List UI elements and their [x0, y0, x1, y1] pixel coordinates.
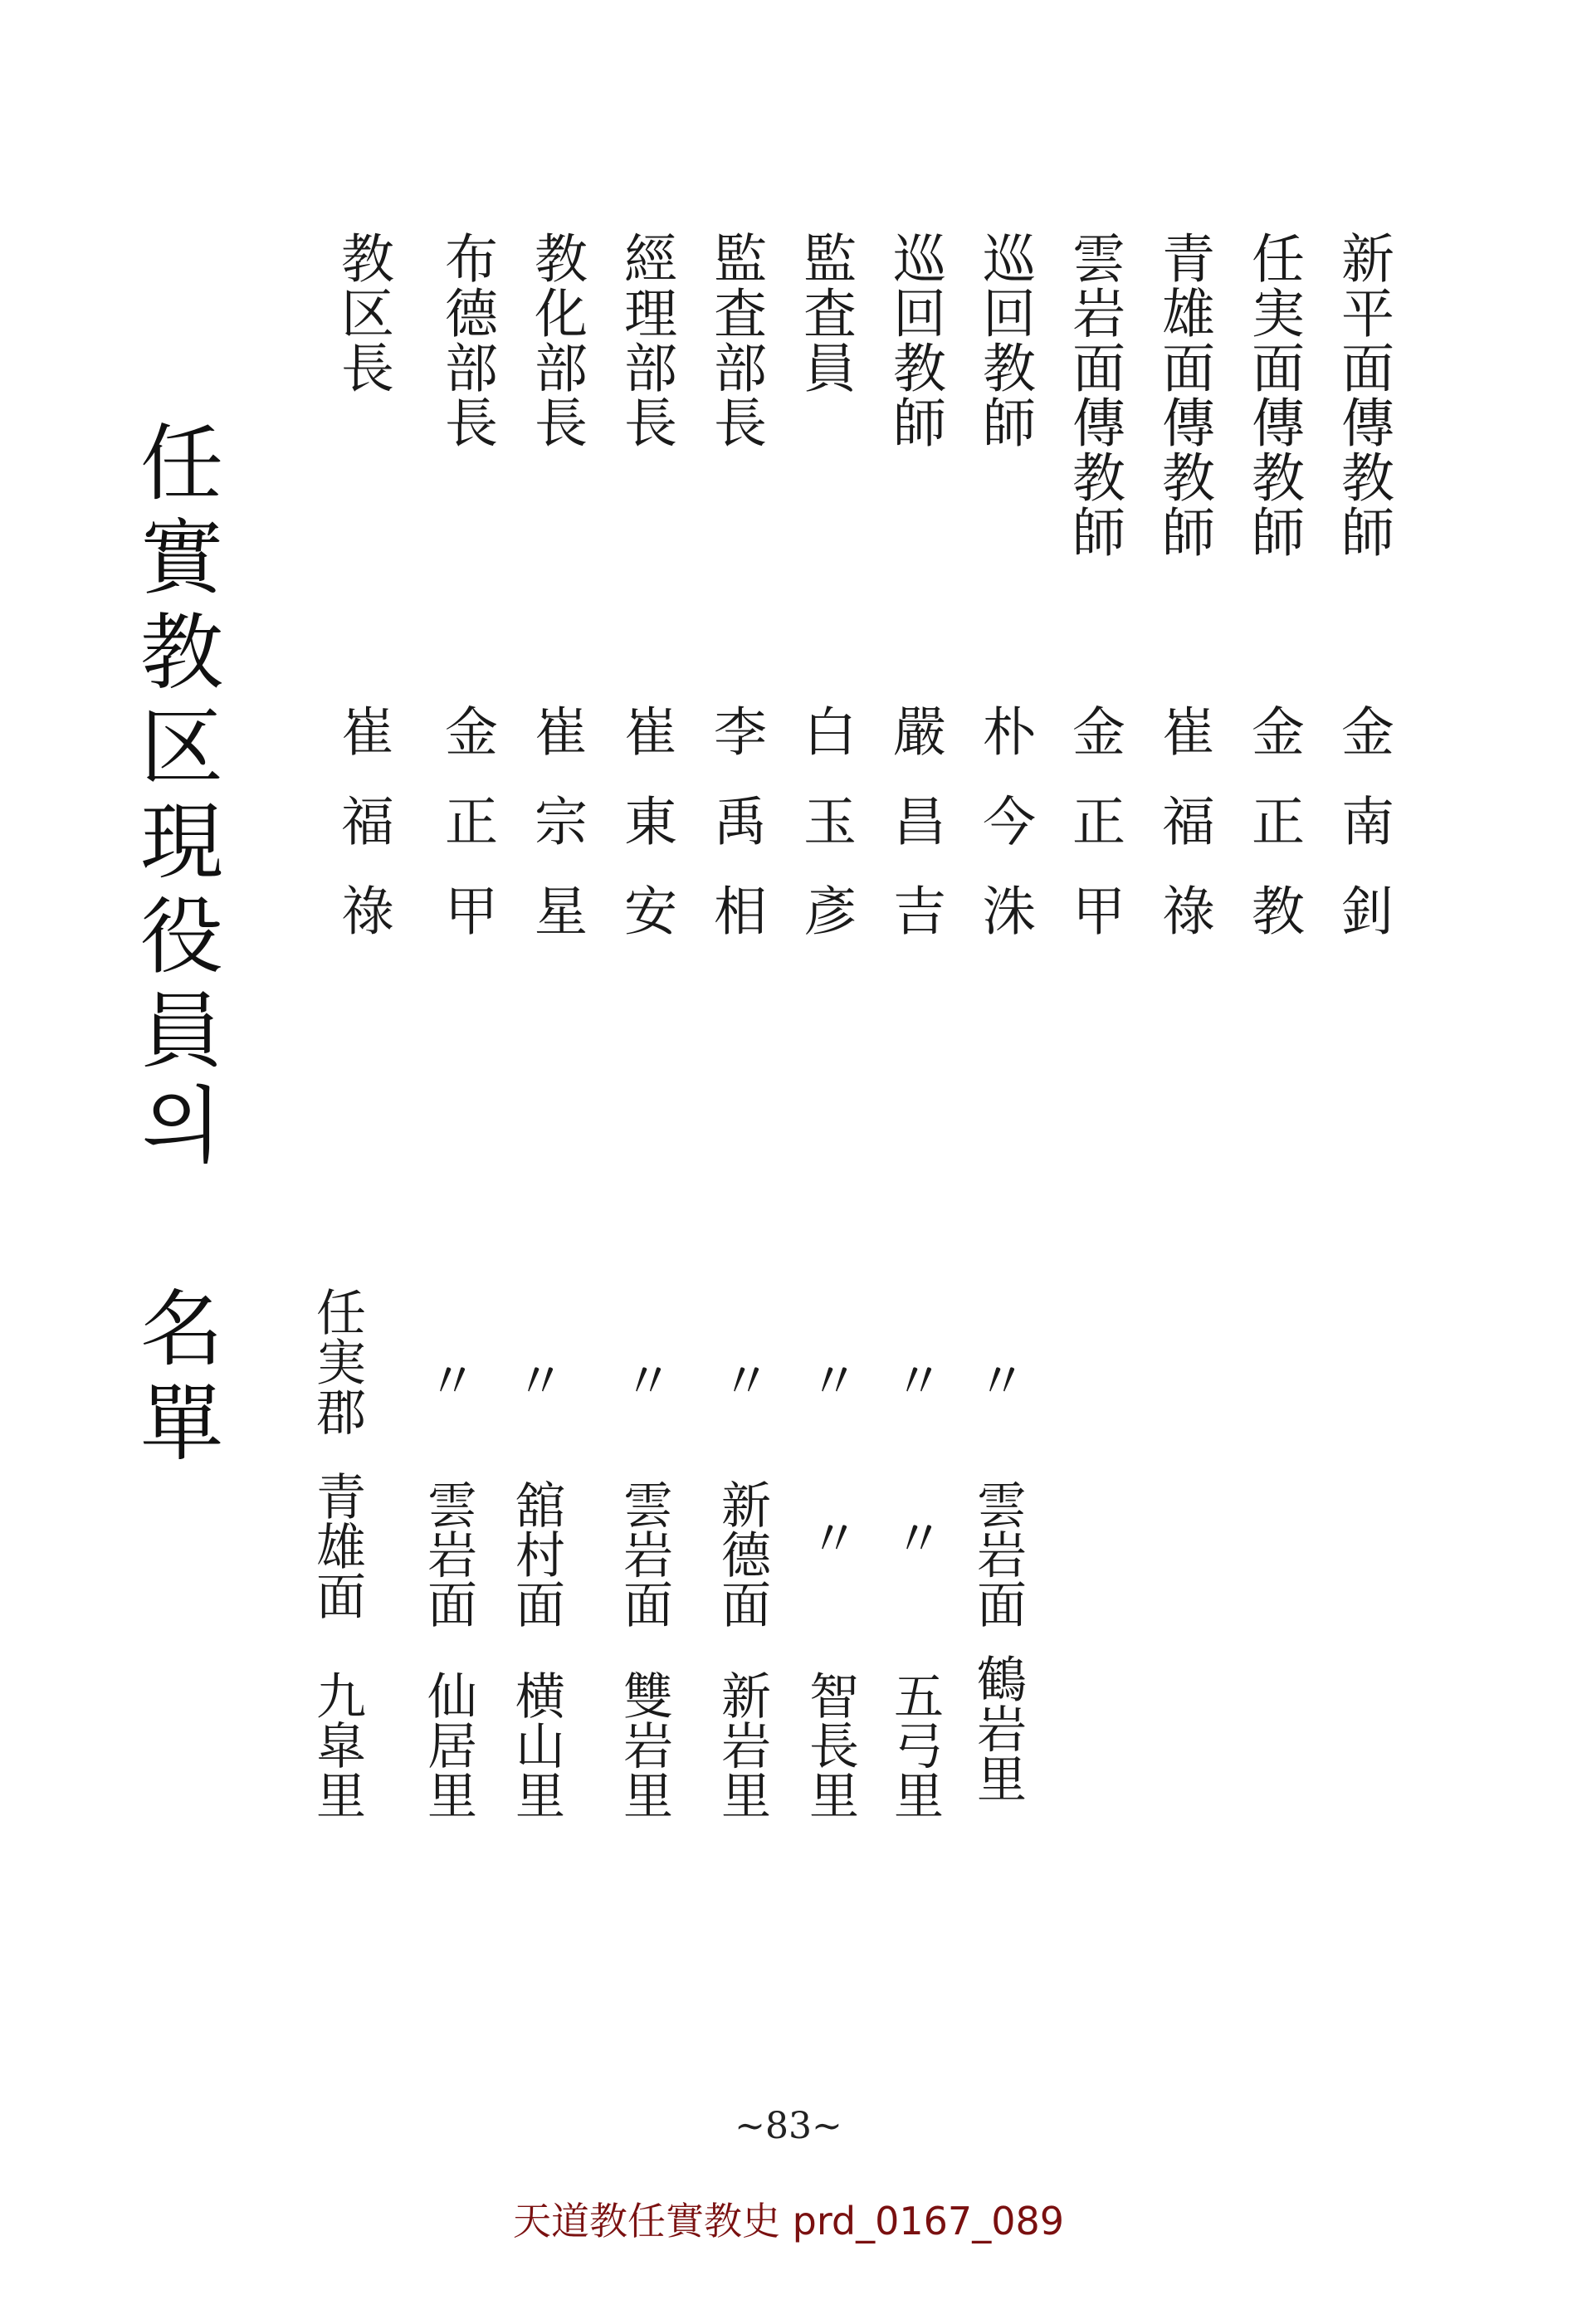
- officer-role: 巡回教師: [974, 231, 1035, 450]
- address-myeon: 舘村面: [507, 1479, 565, 1628]
- address-county: 〃: [801, 1355, 859, 1404]
- officer-role: 監査部長: [705, 231, 766, 450]
- officer-name: 金正教: [1243, 704, 1304, 973]
- address-county: 〃: [419, 1355, 477, 1404]
- address-ri: 五弓里: [886, 1670, 944, 1819]
- page-number: ~83~: [735, 2105, 842, 2147]
- officer-name: 崔東安: [615, 704, 676, 973]
- address-county: 〃: [713, 1355, 771, 1404]
- address-ri: 仙居里: [419, 1670, 477, 1819]
- address-ri: 智長里: [801, 1670, 859, 1819]
- address-county: 〃: [615, 1355, 673, 1404]
- officer-name: 嚴昌吉: [884, 704, 945, 973]
- officer-role: 教化部長: [525, 231, 587, 450]
- address-myeon: 〃: [801, 1512, 859, 1562]
- address-myeon: 〃: [886, 1512, 944, 1562]
- address-myeon: 青雄面: [308, 1471, 366, 1620]
- officer-name: 金正甲: [436, 704, 497, 973]
- document-caption: 天道教任實教史 prd_0167_089: [513, 2199, 1064, 2243]
- officer-name: 崔福祿: [332, 704, 393, 973]
- officer-role: 經理部長: [615, 231, 676, 450]
- address-myeon: 雲岩面: [419, 1479, 477, 1628]
- address-county: 〃: [886, 1355, 944, 1404]
- officer-name: 金南釗: [1332, 704, 1394, 973]
- officer-role: 新平面傳教師: [1332, 231, 1394, 559]
- address-ri: 鶴岩里: [969, 1653, 1027, 1803]
- officer-role: 青雄面傳教師: [1153, 231, 1214, 559]
- officer-name: 朴今洙: [974, 704, 1035, 973]
- officer-role: 監査員: [794, 231, 856, 395]
- officer-name: 李禹相: [705, 704, 766, 973]
- officer-role: 任実面傳教師: [1243, 231, 1304, 559]
- page-title: 任實教区現役員의 名單: [126, 419, 223, 1474]
- officer-role: 布德部長: [436, 231, 497, 450]
- address-county: 任実郡: [308, 1286, 366, 1436]
- address-ri: 横山里: [507, 1670, 565, 1819]
- address-ri: 九皐里: [308, 1670, 366, 1819]
- officer-role: 巡回教師: [884, 231, 945, 450]
- address-myeon: 雲岩面: [615, 1479, 673, 1628]
- officer-name: 白玉彥: [794, 704, 856, 973]
- address-county: 〃: [507, 1355, 565, 1404]
- address-ri: 新岩里: [713, 1670, 771, 1819]
- address-county: 〃: [969, 1355, 1027, 1404]
- officer-name: 崔福祿: [1153, 704, 1214, 973]
- officer-name: 金正甲: [1063, 704, 1125, 973]
- address-ri: 雙岩里: [615, 1670, 673, 1819]
- address-myeon: 雲岩面: [969, 1479, 1027, 1628]
- address-myeon: 新德面: [713, 1479, 771, 1628]
- officer-role: 教区長: [332, 231, 393, 395]
- officer-name: 崔宗星: [525, 704, 587, 973]
- officer-role: 雲岩面傳教師: [1063, 231, 1125, 559]
